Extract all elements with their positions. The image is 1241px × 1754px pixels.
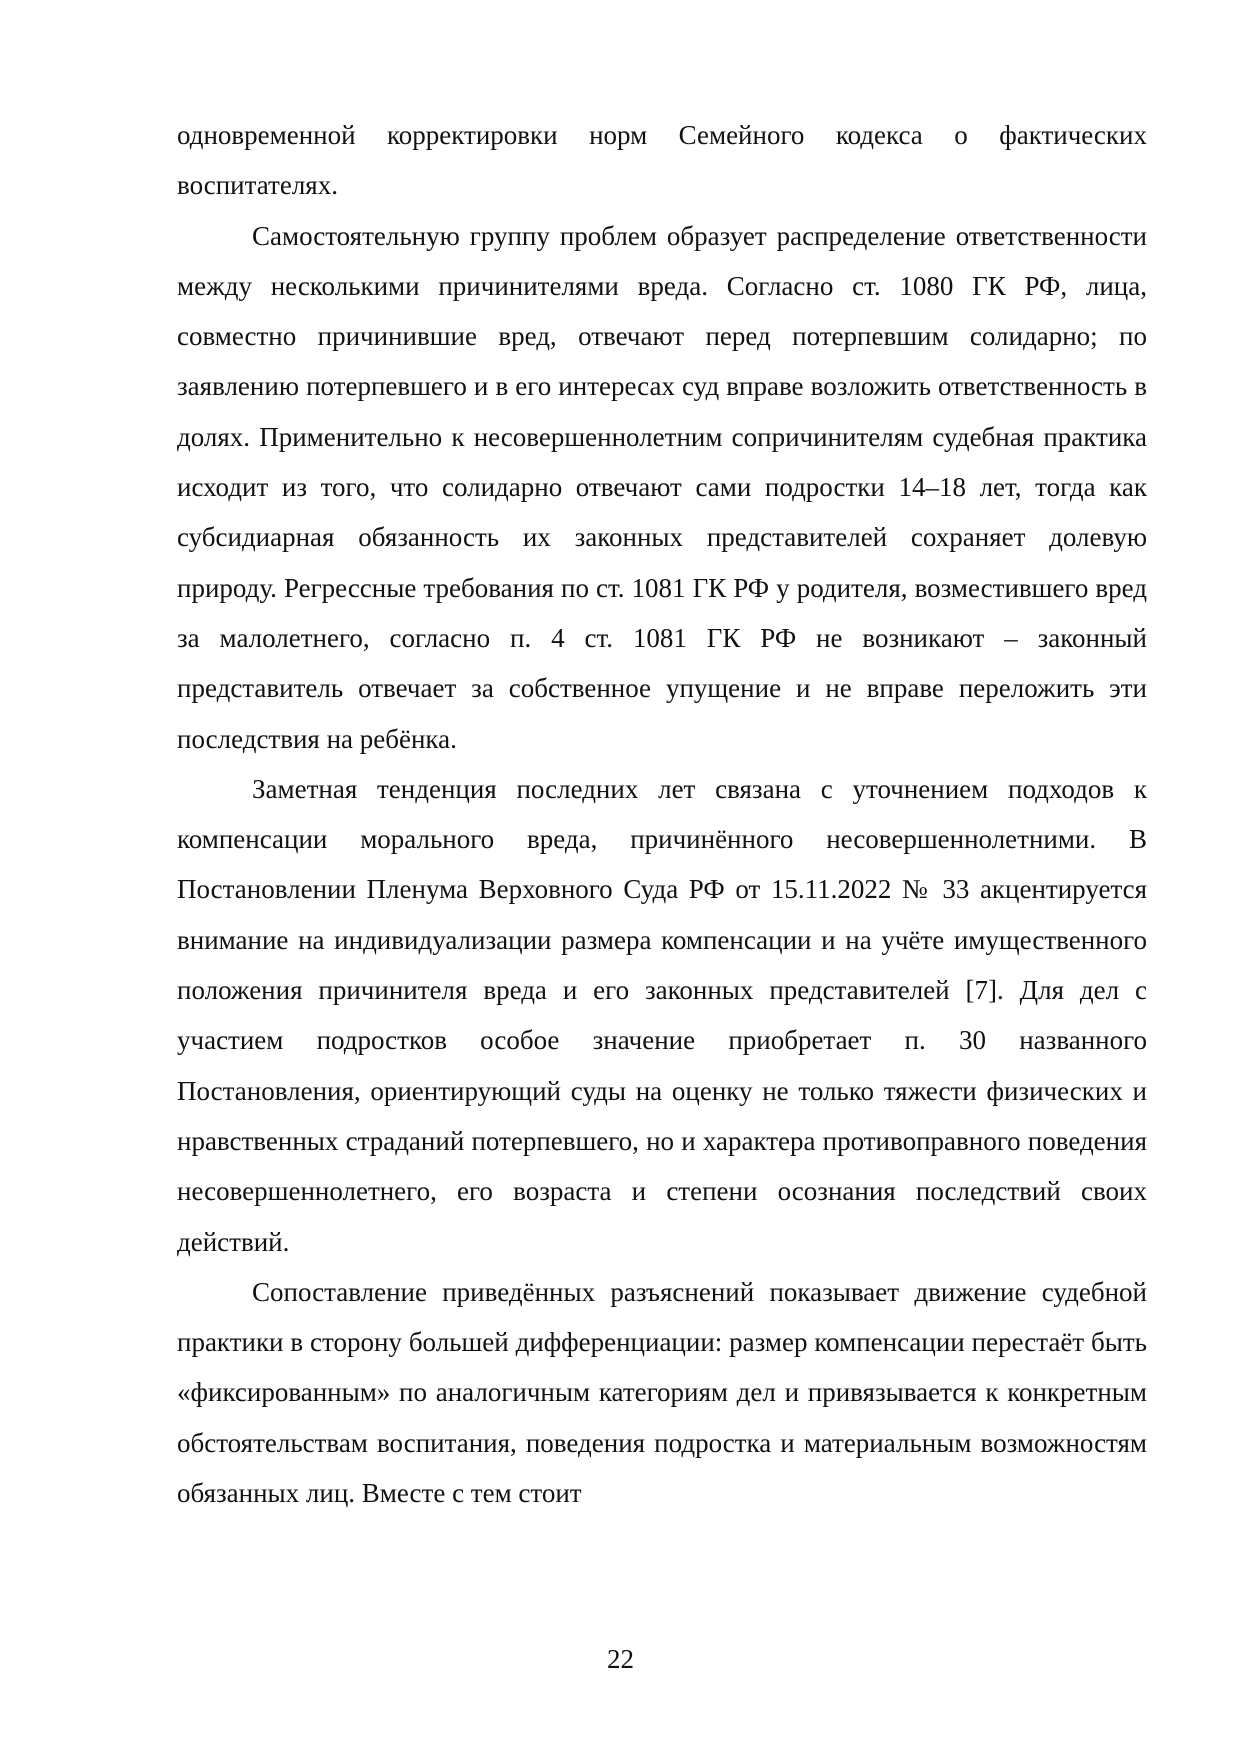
paragraph-moral-damage: Заметная тенденция последних лет связана с уточнением подходов к компенсации морального вреда, причинённого несовершеннолетними. В Постановлении Пленума Верховного Суда РФ от 15.11.2022 № 33 акцентируется внимание на индивидуализации размера компенсации и на учёте имущественного положения причинителя вреда и его законных представителей [7]. Для дел с участием подростков особое значение приобретает п. 30 названного Постановления, ориентирующий суды на оценку не только тяжести физических и нравственных страданий потерпевшего, но и характера противоправного поведения несовершеннолетнего, его возраста и степени осознания последствий своих действий. (177, 773, 1147, 1257)
body-text (177, 110, 1147, 1518)
paragraph-joint-liability: Самостоятельную группу проблем образует распределение ответственности между несколькими причинителями вреда. Согласно ст. 1080 ГК РФ, лица, совместно причинившие вред, отвечают перед потерпевшим солидарно; по заявлению потерпевшего и в его интересах суд вправе возложить ответственность в долях. Применительно к несовершеннолетним сопричинителям судебная практика исходит из того, что солидарно отвечают сами подростки 14–18 лет, тогда как субсидиарная обязанность их законных представителей сохраняет долевую природу. Регрессные требования по ст. 1081 ГК РФ у родителя, возместившего вред за малолетнего, согласно п. 4 ст. 1081 ГК РФ не возникают – законный представитель отвечает за собственное упущение и не вправе переложить эти последствия на ребёнка. (177, 220, 1147, 754)
paragraph-differentiation: Сопоставление приведённых разъяснений показывает движение судебной практики в сторону большей дифференциации: размер компенсации перестаёт быть «фиксированным» по аналогичным категориям дел и привязывается к конкретным обстоятельствам воспитания, поведения подростка и материальным возможностям обязанных лиц. Вместе с тем стоит (177, 1276, 1147, 1509)
page-number: 22 (607, 1644, 634, 1674)
paragraph-continuation: одновременной корректировки норм Семейного кодекса о фактических воспитателях. (177, 120, 1147, 201)
